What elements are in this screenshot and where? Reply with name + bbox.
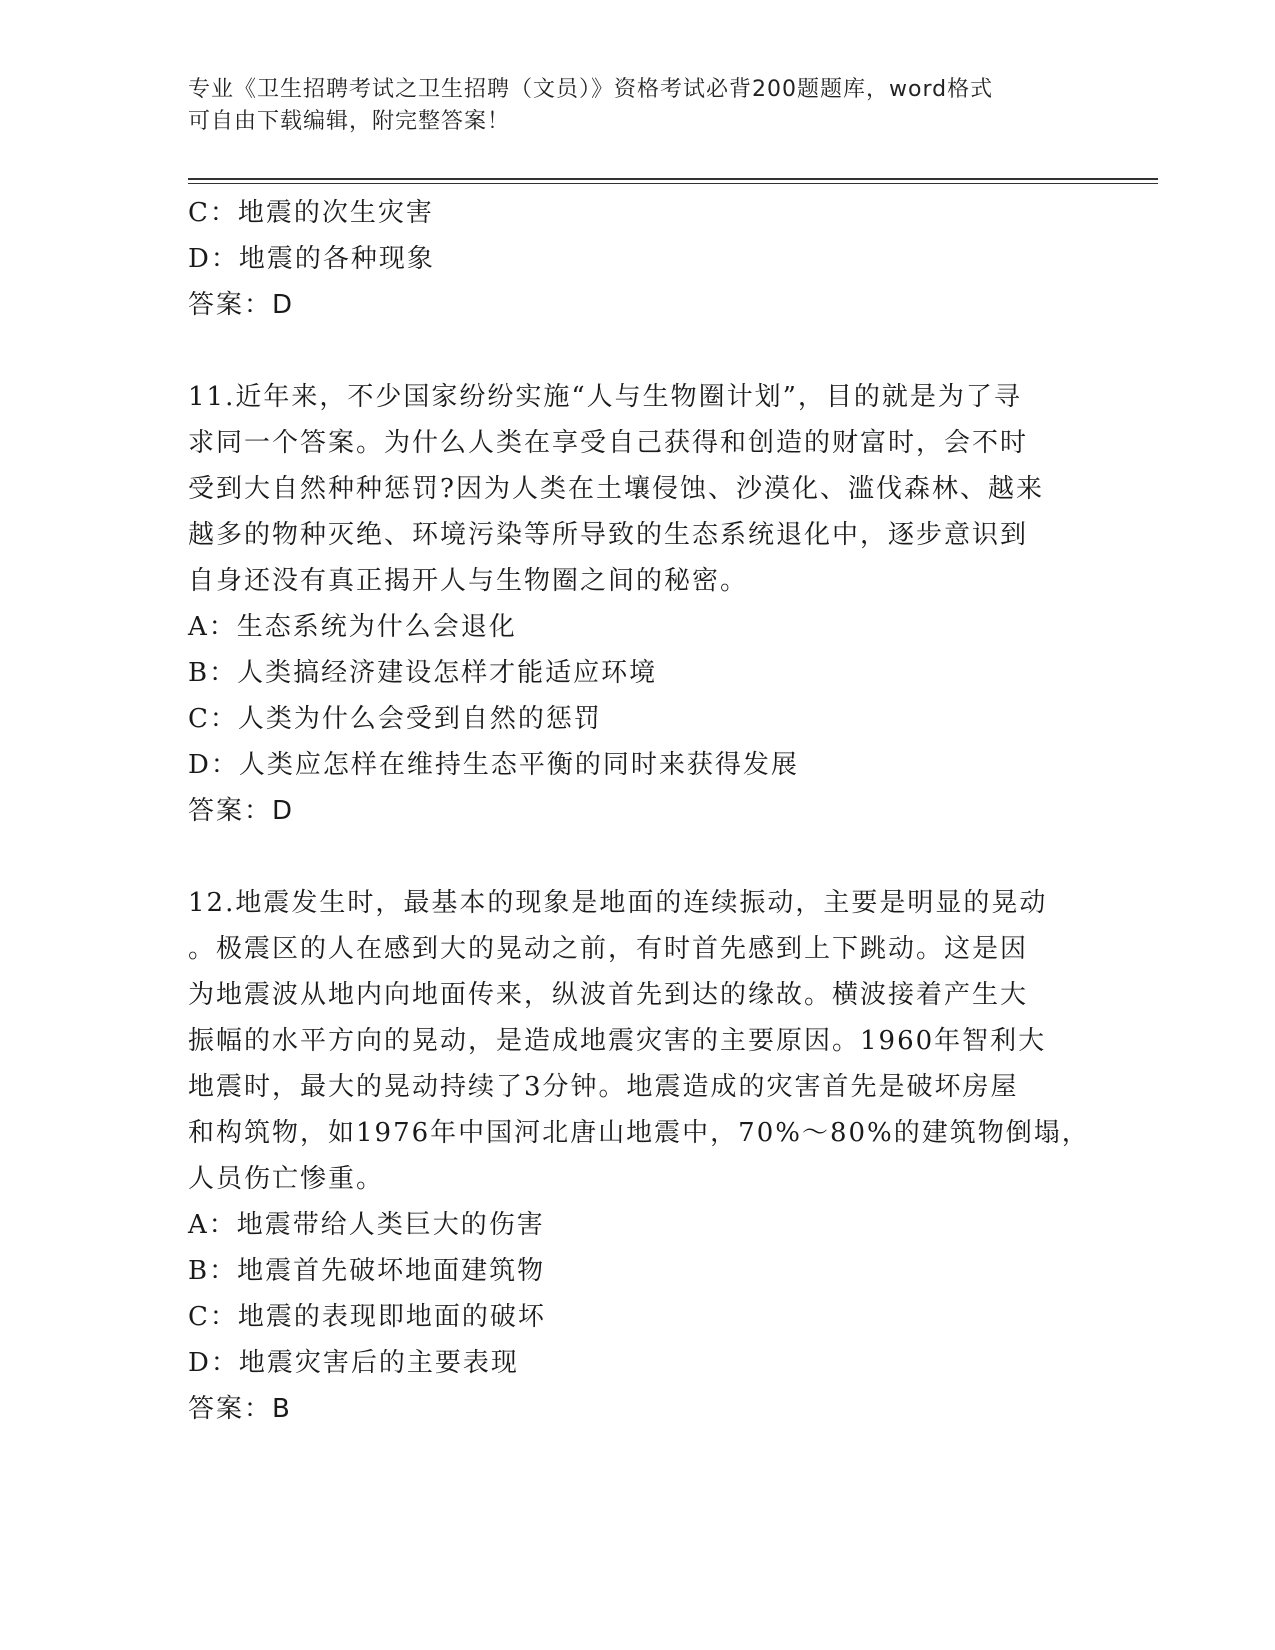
question-stem-line: 振幅的水平方向的晃动，是造成地震灾害的主要原因。1960年智利大 [188, 1026, 1047, 1056]
option-b: B：地震首先破坏地面建筑物 [188, 1256, 546, 1286]
option-d: D：人类应怎样在维持生态平衡的同时来获得发展 [188, 750, 799, 780]
question-12 [188, 880, 1090, 1432]
question-stem-line: 自身还没有真正揭开人与生物圈之间的秘密。 [188, 566, 749, 596]
header-line-1: 专业《卫生招聘考试之卫生招聘（文员）》资格考试必背200题题库，word格式 [188, 77, 994, 102]
header-rule-thin [188, 183, 1158, 184]
option-c: C：地震的表现即地面的破坏 [188, 1302, 546, 1332]
option-d: D：地震的各种现象 [188, 244, 435, 274]
header-line-2: 可自由下载编辑，附完整答案！ [188, 109, 511, 134]
question-stem-line: 和构筑物，如1976年中国河北唐山地震中，70%～80%的建筑物倒塌， [188, 1118, 1090, 1148]
answer-label: 答案：D [188, 796, 295, 826]
question-stem-line: 地震时，最大的晃动持续了3分钟。地震造成的灾害首先是破坏房屋 [188, 1072, 1019, 1102]
question-stem-line: 求同一个答案。为什么人类在享受自己获得和创造的财富时，会不时 [188, 428, 1029, 458]
question-stem-line: 。极震区的人在感到大的晃动之前，有时首先感到上下跳动。这是因 [188, 934, 1029, 964]
answer-label: 答案：B [188, 1394, 292, 1424]
header-rule-thick [188, 178, 1158, 180]
option-b: B：人类搞经济建设怎样才能适应环境 [188, 658, 658, 688]
document-header [188, 74, 1088, 138]
option-c: C：人类为什么会受到自然的惩罚 [188, 704, 602, 734]
question-stem-line: 12.地震发生时，最基本的现象是地面的连续振动，主要是明显的晃动 [188, 888, 1048, 918]
question-11 [188, 374, 1078, 834]
question-content [188, 190, 1090, 1432]
question-stem-line: 受到大自然种种惩罚?因为人类在土壤侵蚀、沙漠化、滥伐森林、越来 [188, 474, 1044, 504]
option-a: A：生态系统为什么会退化 [188, 612, 517, 642]
answer-label: 答案：D [188, 290, 295, 320]
option-a: A：地震带给人类巨大的伤害 [188, 1210, 545, 1240]
option-c: C：地震的次生灾害 [188, 198, 434, 228]
question-stem-line: 11.近年来，不少国家纷纷实施“人与生物圈计划”，目的就是为了寻 [188, 382, 1022, 412]
question-stem-line: 为地震波从地内向地面传来，纵波首先到达的缘故。横波接着产生大 [188, 980, 1029, 1010]
question-stem-line: 越多的物种灭绝、环境污染等所导致的生态系统退化中，逐步意识到 [188, 520, 1029, 550]
option-d: D：地震灾害后的主要表现 [188, 1348, 519, 1378]
question-stem-line: 人员伤亡惨重。 [188, 1164, 385, 1194]
previous-question-tail [188, 190, 1078, 328]
